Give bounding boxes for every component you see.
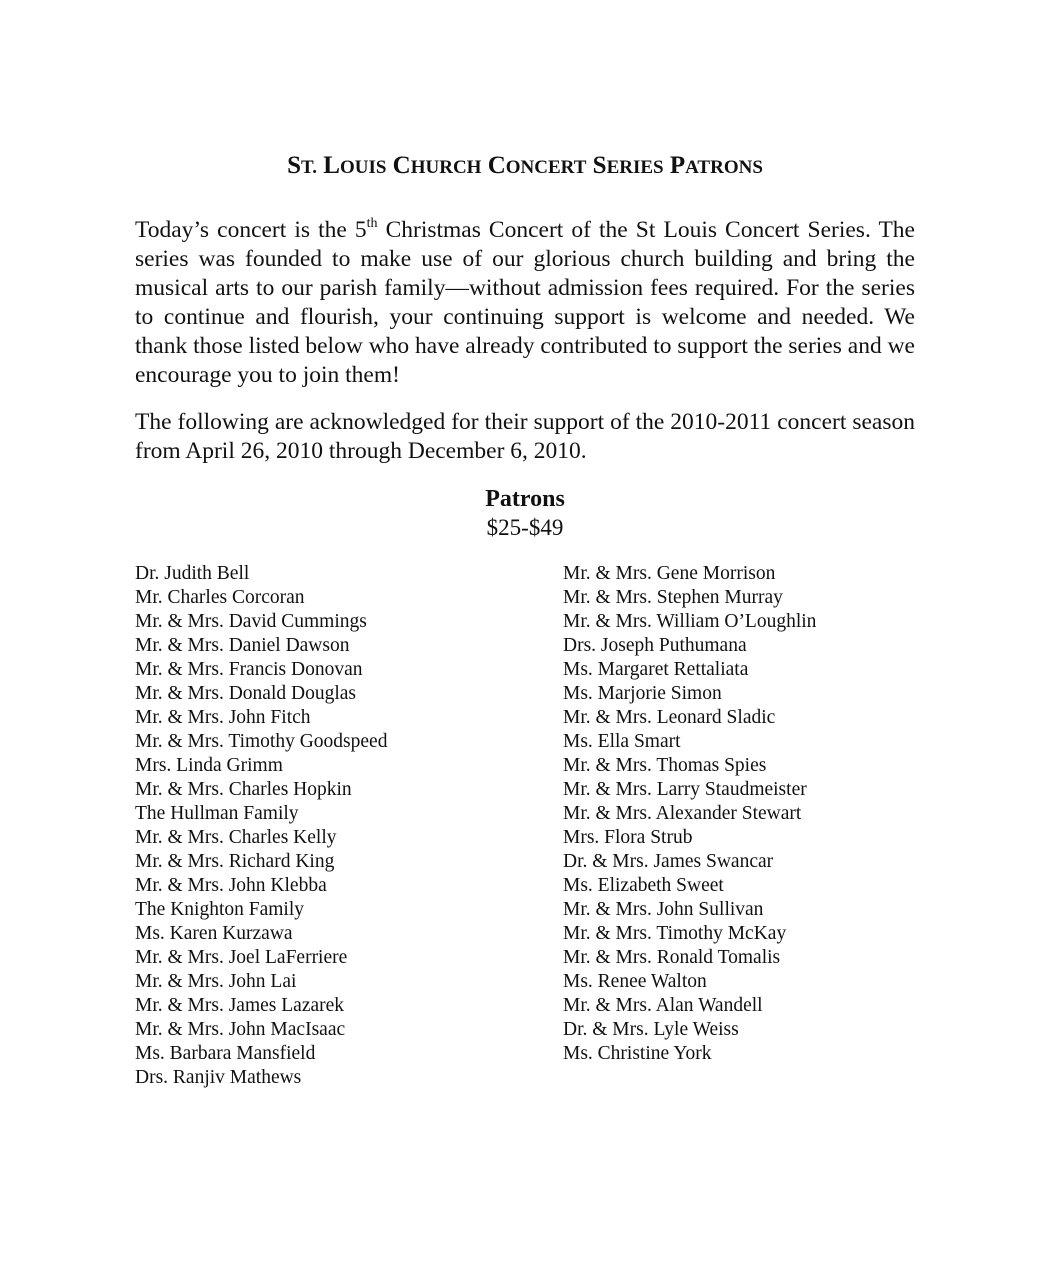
patron-name: Mr. & Mrs. David Cummings — [135, 611, 367, 632]
patron-name: Mr. & Mrs. Stephen Murray — [563, 587, 783, 608]
title-word-part: ATRONS — [685, 157, 763, 178]
intro-paragraph — [135, 216, 915, 390]
patron-name: Mr. & Mrs. Alexander Stewart — [563, 803, 802, 824]
patron-name: Mr. & Mrs. Donald Douglas — [135, 683, 356, 704]
patron-name: Mr. & Mrs. John MacIsaac — [135, 1019, 346, 1040]
patron-name: Mr. & Mrs. Joel LaFerriere — [135, 947, 348, 968]
donation-range: $25-$49 — [486, 515, 564, 540]
title-letter: S — [287, 152, 301, 179]
page-title — [0, 152, 1050, 180]
title-letter: S — [592, 152, 607, 179]
patron-name: Mr. & Mrs. John Klebba — [135, 875, 327, 896]
patron-name: Ms. Karen Kurzawa — [135, 923, 293, 944]
patron-name: Mr. & Mrs. Charles Hopkin — [135, 779, 352, 800]
patron-name: Ms. Elizabeth Sweet — [563, 875, 724, 896]
patron-name: Mr. & Mrs. Ronald Tomalis — [563, 947, 781, 968]
patron-name: Mr. & Mrs. John Sullivan — [563, 899, 764, 920]
title-word-part: HURCH — [410, 157, 482, 178]
patron-name: Dr. & Mrs. Lyle Weiss — [563, 1019, 739, 1040]
title-letter: C — [392, 152, 411, 179]
acknowledgement-paragraph: The following are acknowledged for their support of the 2010-2011 concert season from April 26, 2010 through December 6, 2010. — [135, 409, 915, 464]
section-heading: Patrons — [485, 486, 565, 512]
title-word-part: ONCERT — [505, 157, 587, 178]
patron-name: Ms. Renee Walton — [563, 971, 707, 992]
patron-name: Mr. & Mrs. John Fitch — [135, 707, 311, 728]
title-letter: L — [323, 152, 340, 179]
patron-name: Mr. & Mrs. Alan Wandell — [563, 995, 763, 1016]
ordinal-suffix: th — [366, 216, 378, 231]
patron-name: Mr. & Mrs. Leonard Sladic — [563, 707, 776, 728]
patron-name: Dr. Judith Bell — [135, 563, 250, 584]
title-word-part: ERIES — [606, 157, 664, 178]
patron-name: Mr. & Mrs. Daniel Dawson — [135, 635, 350, 656]
patron-list-right — [563, 562, 816, 1066]
patron-name: Mr. & Mrs. Larry Staudmeister — [563, 779, 807, 800]
intro-text-rest: Christmas Concert of the St Louis Concert Series. The series was founded to make use of our glorious church building and bring the musical arts to our parish family—without admission fees required. For the series to continue and flourish, your continuing support is welcome and needed. We thank those listed below who have already contributed to support the series and we encourage you to join them! — [135, 217, 915, 388]
patron-name: Ms. Christine York — [563, 1043, 712, 1064]
patron-name: The Hullman Family — [135, 803, 299, 824]
title-word-part: T. — [301, 157, 318, 178]
title-letter: C — [487, 152, 506, 179]
patron-list-left — [135, 562, 387, 1090]
title-word-part: OUIS — [339, 157, 387, 178]
patron-name: Mr. & Mrs. William O’Loughlin — [563, 611, 817, 632]
patron-name: The Knighton Family — [135, 899, 304, 920]
patron-name: Mr. & Mrs. John Lai — [135, 971, 297, 992]
patron-name: Ms. Margaret Rettaliata — [563, 659, 749, 680]
patron-name: Ms. Marjorie Simon — [563, 683, 722, 704]
patron-name: Ms. Ella Smart — [563, 731, 681, 752]
patron-name: Drs. Ranjiv Mathews — [135, 1067, 302, 1088]
patron-name: Mr. & Mrs. Richard King — [135, 851, 335, 872]
patron-name: Mr. & Mrs. Gene Morrison — [563, 563, 776, 584]
patron-name: Mrs. Flora Strub — [563, 827, 693, 848]
patron-name: Drs. Joseph Puthumana — [563, 635, 747, 656]
patron-name: Mr. & Mrs. Timothy McKay — [563, 923, 787, 944]
patron-name: Mr. & Mrs. James Lazarek — [135, 995, 345, 1016]
intro-text-start: Today’s concert is the 5 — [135, 217, 367, 243]
patron-name: Mr. & Mrs. Francis Donovan — [135, 659, 363, 680]
patron-name: Mrs. Linda Grimm — [135, 755, 283, 776]
patron-name: Mr. & Mrs. Timothy Goodspeed — [135, 731, 388, 752]
title-letter: P — [669, 152, 686, 179]
patron-name: Mr. Charles Corcoran — [135, 587, 305, 608]
patron-name: Mr. & Mrs. Charles Kelly — [135, 827, 337, 848]
patron-name: Ms. Barbara Mansfield — [135, 1043, 316, 1064]
patron-name: Mr. & Mrs. Thomas Spies — [563, 755, 767, 776]
patron-name: Dr. & Mrs. James Swancar — [563, 851, 774, 872]
